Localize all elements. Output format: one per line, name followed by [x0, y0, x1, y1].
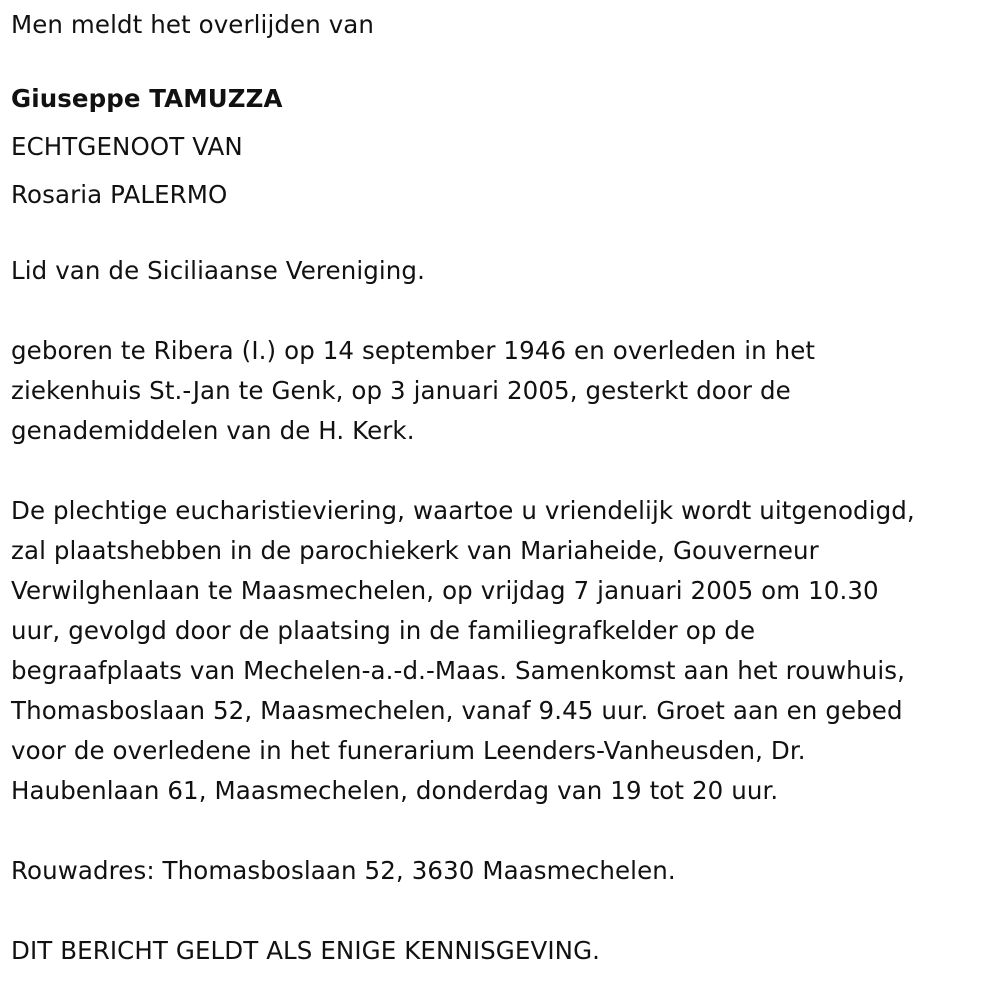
paragraph-line: begraafplaats van Mechelen-a.-d.-Maas. Samenkomst aan het rouwhuis,	[11, 656, 906, 685]
deceased-name: Giuseppe TAMUZZA	[11, 84, 283, 113]
paragraph-line: Haubenlaan 61, Maasmechelen, donderdag van 19 tot 20 uur.	[11, 776, 779, 805]
paragraph-line: geboren te Ribera (I.) op 14 september 1946 en overleden in het	[11, 336, 816, 365]
spouse-name: Rosaria PALERMO	[11, 180, 228, 209]
paragraph-line: Thomasboslaan 52, Maasmechelen, vanaf 9.45 uur. Groet aan en gebed	[11, 696, 903, 725]
birth-death-paragraph	[11, 331, 996, 451]
mourning-address: Rouwadres: Thomasboslaan 52, 3630 Maasmechelen.	[11, 856, 676, 885]
intro-text: Men meldt het overlijden van	[11, 10, 375, 39]
membership-text: Lid van de Siciliaanse Vereniging.	[11, 256, 425, 285]
paragraph-line: ziekenhuis St.-Jan te Genk, op 3 januari 2005, gesterkt door de	[11, 376, 791, 405]
name-block	[11, 75, 996, 219]
ceremony-paragraph	[11, 491, 996, 811]
closing-statement: DIT BERICHT GELDT ALS ENIGE KENNISGEVING.	[11, 936, 601, 965]
paragraph-line: Verwilghenlaan te Maasmechelen, op vrijdag 7 januari 2005 om 10.30	[11, 576, 879, 605]
paragraph-line: genademiddelen van de H. Kerk.	[11, 416, 415, 445]
spouse-label: ECHTGENOOT VAN	[11, 132, 243, 161]
paragraph-line: voor de overledene in het funerarium Leenders-Vanheusden, Dr.	[11, 736, 806, 765]
paragraph-line: uur, gevolgd door de plaatsing in de familiegrafkelder op de	[11, 616, 756, 645]
obituary-notice	[11, 0, 996, 971]
paragraph-line: zal plaatshebben in de parochiekerk van Mariaheide, Gouverneur	[11, 536, 819, 565]
paragraph-line: De plechtige eucharistieviering, waartoe u vriendelijk wordt uitgenodigd,	[11, 496, 915, 525]
